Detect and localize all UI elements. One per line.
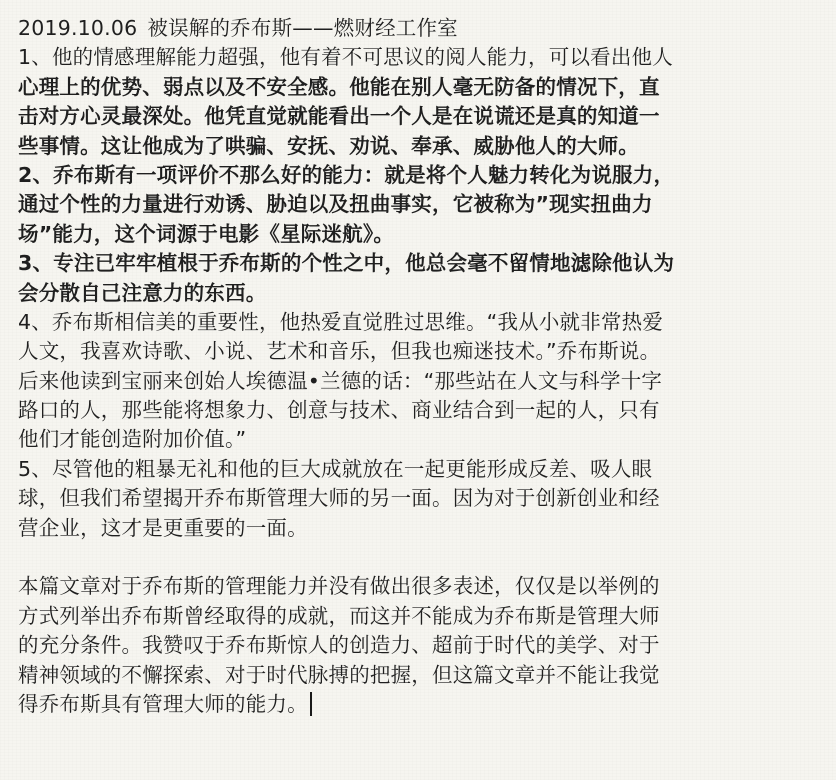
point-5-line-2: 球，但我们希望揭开乔布斯管理大师的另一面。因为对于创新创业和经	[18, 486, 660, 511]
point-1-line-1: 1、他的情感理解能力超强，他有着不可思议的阅人能力，可以看出他人	[18, 45, 673, 70]
point-3-line-1: 3、专注已牢牢植根于乔布斯的个性之中，他总会毫不留情地滤除他认为	[18, 251, 675, 276]
note-date: 2019.10.06	[18, 16, 138, 40]
conclusion-line-5	[18, 690, 822, 719]
point-1-line-2: 心理上的优势、弱点以及不安全感。他能在别人毫无防备的情况下，直	[18, 74, 660, 99]
point-2-line-2: 通过个性的力量进行劝诱、胁迫以及扭曲事实，它被称为”现实扭曲力	[18, 192, 653, 217]
point-4-line-2: 人文，我喜欢诗歌、小说、艺术和音乐，但我也痴迷技术。”乔布斯说。	[18, 339, 661, 364]
point-4-line-5: 他们才能创造附加价值。”	[18, 427, 247, 452]
conclusion-line-3: 的充分条件。我赞叹于乔布斯惊人的创造力、超前于时代的美学、对于	[18, 633, 660, 658]
point-2-line-1: 2、乔布斯有一项评价不那么好的能力：就是将个人魅力转化为说服力，	[18, 162, 675, 187]
point-2-line-3: 场”能力，这个词源于电影《星际迷航》。	[18, 221, 395, 246]
note-title: 被误解的乔布斯——燃财经工作室	[147, 16, 458, 40]
point-1-line-4: 些事情。这让他成为了哄骗、安抚、劝说、奉承、威胁他人的大师。	[18, 133, 639, 158]
note-body[interactable]	[18, 14, 822, 719]
point-4-line-4: 路口的人，那些能将想象力、创意与技术、商业结合到一起的人，只有	[18, 398, 660, 423]
blank-line	[18, 543, 822, 572]
note-header	[18, 14, 822, 43]
point-4-line-3: 后来他读到宝丽来创始人埃德温•兰德的话：“那些站在人文与科学十字	[18, 368, 663, 393]
point-1-line-3: 击对方心灵最深处。他凭直觉就能看出一个人是在说谎还是真的知道一	[18, 104, 660, 129]
point-4-line-1: 4、乔布斯相信美的重要性，他热爱直觉胜过思维。“我从小就非常热爱	[18, 309, 664, 334]
conclusion-line-2: 方式列举出乔布斯曾经取得的成就，而这并不能成为乔布斯是管理大师	[18, 603, 660, 628]
conclusion-line-5-text: 得乔布斯具有管理大师的能力。	[18, 691, 308, 716]
point-5-line-1: 5、尽管他的粗暴无礼和他的巨大成就放在一起更能形成反差、吸人眼	[18, 456, 653, 481]
text-cursor	[310, 692, 312, 716]
point-5-line-3: 营企业，这才是更重要的一面。	[18, 515, 308, 540]
conclusion-line-4: 精神领域的不懈探索、对于时代脉搏的把握，但这篇文章并不能让我觉	[18, 662, 660, 687]
point-3-line-2: 会分散自己注意力的东西。	[18, 280, 267, 305]
conclusion-line-1: 本篇文章对于乔布斯的管理能力并没有做出很多表述，仅仅是以举例的	[18, 574, 660, 599]
